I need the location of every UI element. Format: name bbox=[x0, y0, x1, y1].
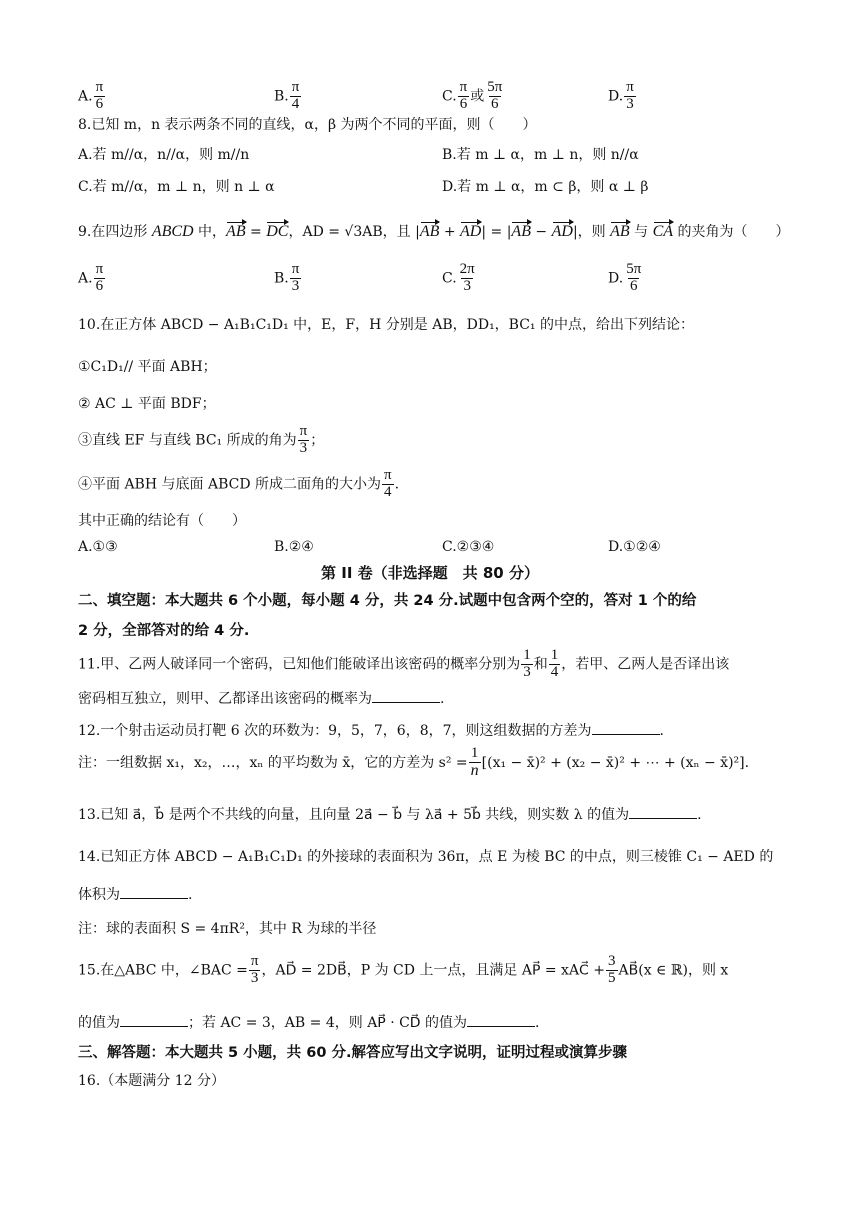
q11-line2: 密码相互独立，则甲、乙都译出该密码的概率为 . bbox=[78, 691, 445, 707]
q11-line1: 11.甲、乙两人破译同一个密码，已知他们能破译出该密码的概率分别为 $\frac{1}{3}$ 和 $\frac{1}{4}$ ，若甲、乙两人是否译出该 bbox=[78, 647, 730, 680]
q9-option-d: D. $\frac{5\pi}{6}$ bbox=[608, 261, 642, 294]
q10-statement-2: ② AC ⊥ 平面 BDF； bbox=[78, 396, 216, 412]
q15-line2: 的值为 ；若 AC = 3，AB = 4，则 AP⃗ · CD⃗ 的值为 . bbox=[78, 1015, 540, 1031]
q7-option-c: C. $\frac{\pi}{6}$ 或 $\frac{5\pi}{6}$ bbox=[442, 79, 503, 112]
q16-heading: 16.（本题满分 12 分） bbox=[78, 1073, 225, 1089]
q7-options bbox=[78, 72, 778, 112]
answer-blank bbox=[629, 806, 697, 819]
q8-option-a: A.若 m//α，n//α，则 m//n bbox=[78, 147, 250, 163]
q9-options bbox=[78, 258, 778, 298]
q10-option-b: B.②④ bbox=[274, 539, 314, 555]
q8-option-b: B.若 m ⊥ α，m ⊥ n，则 n//α bbox=[442, 147, 639, 163]
q9-option-a: A. $\frac{\pi}{6}$ bbox=[78, 261, 104, 294]
answer-blank bbox=[120, 1014, 188, 1027]
q10-option-a: A.①③ bbox=[78, 539, 118, 555]
q9-stem: 9.在四边形 ABCD 中，AB = DC，AD = √3AB，且 |AB + AD| = |AB − AD|，则 AB 与 CA 的夹角为（ ） bbox=[78, 223, 790, 240]
q10-statement-1: ①C₁D₁// 平面 ABH； bbox=[78, 359, 217, 375]
q9-option-b: B. $\frac{\pi}{3}$ bbox=[274, 261, 300, 294]
q8-stem: 8.已知 m，n 表示两条不同的直线，α，β 为两个不同的平面，则（ ） bbox=[78, 117, 537, 133]
q9-option-c: C. $\frac{2\pi}{3}$ bbox=[442, 261, 475, 294]
section2-heading-line1: 二、填空题：本大题共 6 个小题，每小题 4 分，共 24 分.试题中包含两个空的，答对 1 个的给 bbox=[78, 593, 697, 609]
q8-option-c: C.若 m//α，m ⊥ n，则 n ⊥ α bbox=[78, 179, 275, 195]
section2-heading-line2: 2 分，全部答对的给 4 分. bbox=[78, 623, 250, 639]
q14-line2: 体积为 . bbox=[78, 887, 193, 903]
q14-line1: 14.已知正方体 ABCD − A₁B₁C₁D₁ 的外接球的表面积为 36π，点 E 为棱 BC 的中点，则三棱锥 C₁ − AED 的 bbox=[78, 849, 774, 865]
q7-option-d: D. $\frac{\pi}{3}$ bbox=[608, 79, 634, 112]
q14-note: 注：球的表面积 S = 4πR²，其中 R 为球的半径 bbox=[78, 921, 377, 937]
q10-statement-3: ③直线 EF 与直线 BC₁ 所成的角为 $\frac{\pi}{3}$ ； bbox=[78, 423, 325, 456]
q12-line1: 12.一个射击运动员打靶 6 次的环数为：9，5，7，6，8，7，则这组数据的方差为 . bbox=[78, 723, 664, 739]
q10-stem: 10.在正方体 ABCD − A₁B₁C₁D₁ 中，E，F，H 分别是 AB，DD₁，BC₁ 的中点，给出下列结论： bbox=[78, 317, 694, 333]
answer-blank bbox=[592, 722, 660, 735]
answer-blank bbox=[372, 690, 440, 703]
q10-option-c: C.②③④ bbox=[442, 539, 495, 555]
answer-blank bbox=[467, 1014, 535, 1027]
answer-blank bbox=[120, 886, 188, 899]
q8-option-d: D.若 m ⊥ α，m ⊂ β，则 α ⊥ β bbox=[442, 179, 649, 195]
q13-line1: 13.已知 a⃗，b⃗ 是两个不共线的向量，且向量 2a⃗ − b⃗ 与 λa⃗ + 5b⃗ 共线，则实数 λ 的值为 . bbox=[78, 807, 702, 823]
part2-title: 第 II 卷（非选择题 共 80 分） bbox=[321, 564, 539, 582]
q10-option-d: D.①②④ bbox=[608, 539, 661, 555]
q7-option-b: B. $\frac{\pi}{4}$ bbox=[274, 79, 300, 112]
q12-note: 注：一组数据 x₁，x₂，…，xₙ 的平均数为 x̄，它的方差为 s² = $\frac{1}{n}$ [(x₁ − x̄)² + (x₂ − x̄)² + ⋯ + (xₙ − x̄)²]. bbox=[78, 745, 750, 779]
q10-question: 其中正确的结论有（ ） bbox=[78, 513, 246, 529]
q10-statement-4: ④平面 ABH 与底面 ABCD 所成二面角的大小为 $\frac{\pi}{4}$ . bbox=[78, 467, 400, 500]
q15-line1: 15.在△ABC 中，∠BAC = $\frac{\pi}{3}$ ，AD⃗ = 2DB⃗，P 为 CD 上一点，且满足 AP⃗ = xAC⃗ + $\frac{3}{5}$ AB⃗(x ∈ ℝ)，则 x bbox=[78, 953, 729, 986]
q7-option-a: A. $\frac{\pi}{6}$ bbox=[78, 79, 104, 112]
section3-heading: 三、解答题：本大题共 5 小题，共 60 分.解答应写出文字说明，证明过程或演算步骤 bbox=[78, 1045, 627, 1061]
